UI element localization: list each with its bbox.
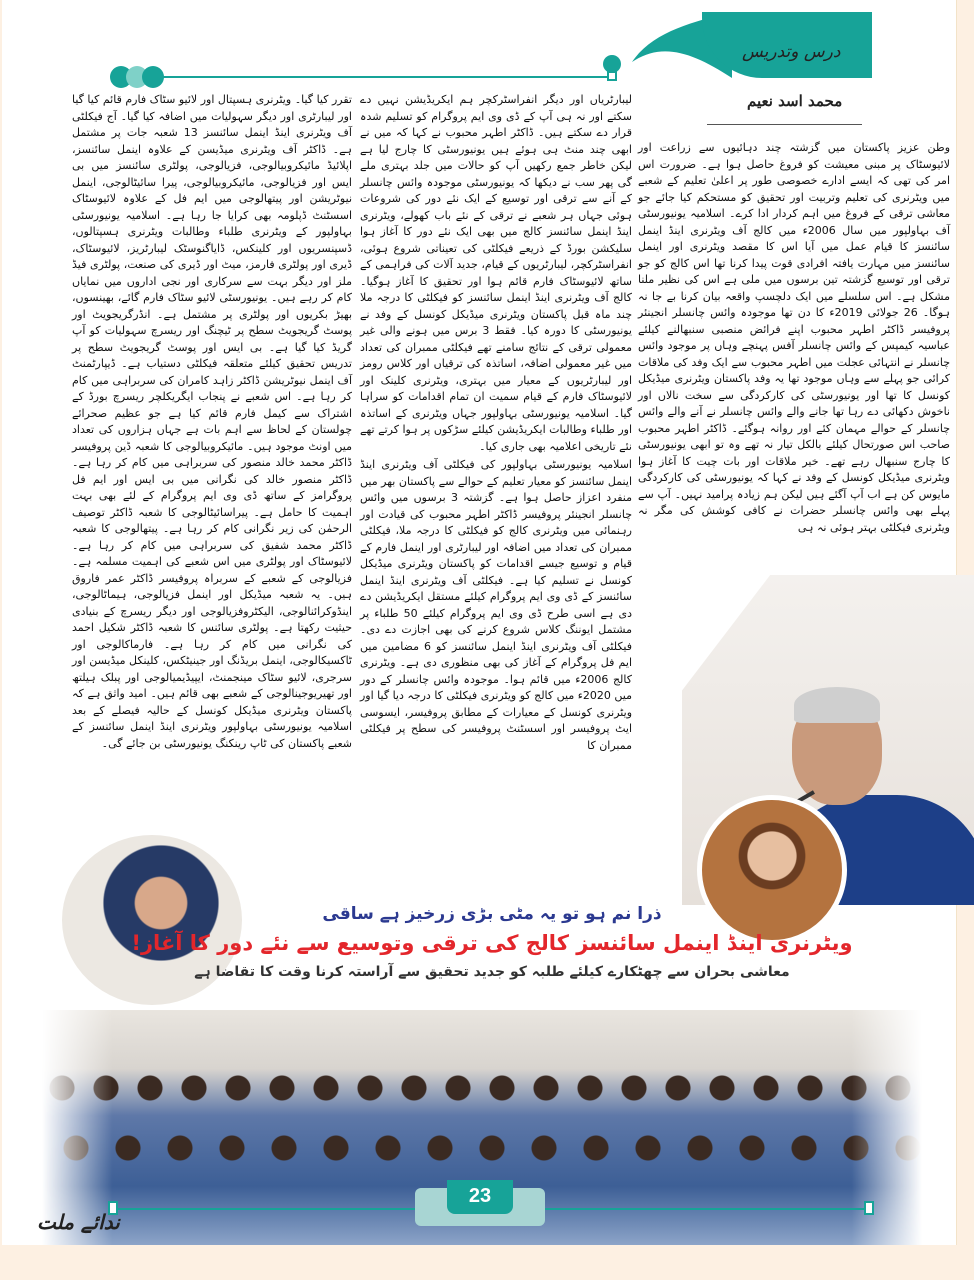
paragraph: اسلامیہ یونیورسٹی بہاولپور کی فیکلٹی آف ویٹرنری اینڈ اینمل سائنسز کو معیار تعلیم کے حوالے سے پاکستان بھر میں منفرد اعزاز حاصل ہوا ہے۔ گزشتہ 3 برسوں میں وائس چانسلر انجینئر پروفیسر ڈاکٹر اطہر محبوب کی قیادت اور رہنمائی میں ویٹرنری کالج کو فیکلٹی کا درجہ ملا، فیکلٹی ممبران کی تعداد میں اضافہ اور لیبارٹری اور اینمل فارم کے قیام و توسیع جیسے اقدامات کو پاکستان ویٹرنری میڈیکل کونسل نے تسلیم کیا ہے۔ فیکلٹی آف ویٹرنری اینڈ اینمل سائنسز کے ڈی وی ایم پروگرام کیلئے مستقل ایکریڈیشن دے دی ہے اسی طرح ڈی وی ایم پروگرام کیلئے 50 طلباء پر مشتمل ایوننگ کلاس شروع کرنے کی بھی اجازت دے دی۔ فیکلٹی آف ویٹرنری اینڈ اینمل سائنسز کو 6 مضامین میں ایم فل پروگرام کے آغاز کی بھی منظوری دی ہے۔ ویٹرنری کالج 2006ء میں قائم ہوا۔ موجودہ وائس چانسلر کے دور میں 2020ء میں کالج کو ویٹرنری فیکلٹی کا درجہ دیا گیا اور ویٹرنری کونسل کے معیارات کے مطابق پروفیسر، ایسوسی ایٹ پروفیسر اور اسسٹنٹ پروفیسر کی سطح پر فیکلٹی ممبران کا (359, 458, 632, 752)
paragraph: لیبارٹریاں اور دیگر انفراسٹرکچر ہم ایکریڈیشن نہیں دے سکتے اور نہ ہی آپ کے ڈی وی ایم پروگرام کو تسلیم شدہ قرار دے سکتے ہیں۔ ڈاکٹر اطہر محبوب نے کہا کہ میں نے ابھی چند منٹ ہی ہوئے ہیں یونیورسٹی کا چارج لیا ہے لیکن خاطر جمع رکھیں آپ کو حالات میں جلد بہتری ملے گی پھر سب نے دیکھا کہ یونیورسٹی موجودہ وائس چانسلر کے آنے سے ترقی اور توسیع کے ایک نئے دور کی شروعات ہوئی جہاں ہر شعبے نے ترقی کے نئے باب کھولے، ویٹرنری اینڈ اینمل سائنسز کالج میں بھی ایک نئے دور کا آغاز ہوا سلیکشن بورڈ کے ذریعے فیکلٹی کی تعیناتی شروع ہوئی، انفراسٹرکچر، لیبارٹریوں کے قیام، جدید آلات کی فراہمی کے ساتھ لائیوسٹاک فارم قائم ہوا اور تحقیق کا آغاز ہوگیا۔ کالج آف ویٹرنری اینڈ اینمل سائنسز کو فیکلٹی کا درجہ ملا چند ماہ قبل پاکستان ویٹرنری میڈیکل کونسل کے وفد نے یونیورسٹی کا دورہ کیا۔ فقط 3 برس میں ہونے والی غیر معمولی ترقی کے نتائج سامنے تھے فیکلٹی ممبران کی تعداد میں غیر معمولی اضافہ، اساتذہ کی ترقیاں اور کلاس رومز اور لیبارٹریوں کے معیار میں بہتری، ویٹرنری کلینک اور لائیوسٹاک فارم کے قیام سمیت ان تمام اقدامات کو سراہا گیا۔ اسلامیہ یونیورسٹی بہاولپور جہاں ویٹرنری کے اساتذہ اور طلباء وطالبات ایکریڈیشن کیلئے سڑکوں پر ہوا کرتے تھے نئے تاریخی اعلامیہ بھی جاری کیا۔ (360, 93, 632, 453)
section-title: درس وتدریس (742, 42, 841, 62)
decorative-dot (142, 66, 164, 88)
title-block (92, 902, 892, 982)
magazine-name: ندائے ملت (37, 1210, 120, 1234)
article-column-left (72, 92, 352, 754)
paragraph: وطن عزیز پاکستان میں گزشتہ چند دہائیوں سے زراعت اور لائیوسٹاک پر مبنی معیشت کو فروغ حاصل ہوا ہے۔ ضرورت اس امر کی تھی کہ ایسے ادارے خصوصی طور پر اعلیٰ تعلیم کے شعبے میں ویٹرنری کی تعلیم وتربیت اور تحقیق کو مستحکم کیا جائے جو معاشی ترقی کے فروغ میں اہم کردار ادا کرے۔ اسلامیہ یونیورسٹی آف بہاولپور میں سال 2006ء میں کالج آف ویٹرنری اینڈ اینمل سائنسز کا قیام عمل میں آیا اس کا مقصد ویٹرنری اور اینمل سائنسز میں مہارت یافتہ افرادی قوت پیدا کرنا تھا اس کالج کو جو ترقی اور توسیع گزشتہ تین برسوں میں ملی ہے اس کی نظیر ملنا مشکل ہے۔ اس سلسلے میں ایک دلچسپ واقعہ بیان کرنا بے جا نہ ہوگا۔ 26 جولائی 2019ء کا دن تھا موجودہ وائس چانسلر انجینئر پروفیسر ڈاکٹر اطہر محبوب اپنے فرائض منصبی سنبھالنے کیلئے عباسیہ کیمپس کے وائس چانسلر آفس پہنچے وہاں پر موجود وائس چانسلر نے انتہائی عجلت میں اطہر محبوب سے ایک وفد کی ملاقات کرائی جو پہلے سے وہاں موجود تھا یہ وفد پاکستان ویٹرنری میڈیکل کونسل کا تھا اور یونیورسٹی کی کارکردگی سے سخت نالاں اور ناخوش دکھائی دے رہا تھا جانے والے وائس چانسلر نے آنے والے وائس چانسلر کے حوالے مہمان کئے اور روانہ ہوگئے۔ ڈاکٹر اطہر محبوب صاحب اس صورتحال کیلئے بالکل تیار نہ تھے وہ تو ابھی یونیورسٹی کا چارج سنبھال رہے تھے۔ خیر ملاقات اور بات چیت کا آغاز ہوا ویٹرنری میڈیکل کونسل کے وفد نے کہا کہ یونیورسٹی کی کارکردگی مایوس کن ہے اب آپ آگئے ہیں لیکن ہم زیادہ پرامید نہیں۔ آپ سے پہلے بھی وائس چانسلر حضرات نے کافی کوشش کی مگر نہ ویٹرنری فیکلٹی بہتر ہوئی نہ ہی (638, 141, 951, 534)
author-name: محمد اسد نعیم (747, 92, 843, 110)
paragraph: تقرر کیا گیا۔ ویٹرنری ہسپتال اور لائیو سٹاک فارم قائم کیا گیا اور لیبارٹری اور دیگر سہولیات میں اضافہ کیا گیا۔ آج فیکلٹی آف ویٹرنری اینڈ اینمل سائنسز 13 شعبہ جات پر مشتمل ہے۔ ڈاکٹر آف ویٹرنری میڈیسن کے علاوہ اینمل سائنسز، اپلائیڈ مائیکروبیالوجی، فزیالوجی، پولٹری سائنسز میں بی ایس اور فزیالوجی، مائیکروبیالوجی، پیرا سائیٹالوجی، اینمل نیوٹریشن اور پیتھالوجی میں ایم فل کے علاوہ لائیوسٹاک اسسٹنٹ ڈپلومہ بھی کرایا جا رہا ہے۔ اسلامیہ یونیورسٹی بہاولپور کے ویٹرنری طلباء وطالبات ویٹرنری ہسپتالوں، ڈسپنسریوں اور کلینکس، ڈایاگنوسٹک لیبارٹریز، لائیوسٹاک، ڈیری اور پولٹری فارمز، میٹ اور ڈیری کی صنعت، پولٹری فیڈ ملز اور دیگر بہت سے سرکاری اور نجی اداروں میں نمایاں کام کر رہے ہیں۔ یونیورسٹی لائیو سٹاک فارم گائے، بھینسوں، بھیڑ بکریوں اور پولٹری پر مشتمل ہے۔ انڈرگریجویٹ اور پوسٹ گریجویٹ سطح پر ٹیچنگ اور ریسرچ سہولیات کو آپ گریڈ کیا گیا ہے۔ بی ایس اور پوسٹ گریجویٹ سطح پر تدریس تحقیق کیلئے متعلقہ فیکلٹی دستیاب ہے۔ ڈیپارٹمنٹ آف اینمل نیوٹریشن ڈاکٹر زاہد کامران کی سربراہی میں کام کر رہا ہے۔ اس شعبے نے پنجاب ایگریکلچر ریسرچ بورڈ کے اشتراک سے کیمل فارم قائم کیا ہے جو عظیم صحرائے چولستان کے لحاظ سے اہم بات ہے جہاں ہزاروں کی تعداد میں اونٹ موجود ہیں۔ مائیکروبیالوجی کا شعبہ ڈین پروفیسر ڈاکٹر محمد خالد منصور کی سربراہی میں کام کر رہا ہے۔ ڈاکٹر منصور خالد کی نگرانی میں بی ایس اور ایم فل پروگرامز کے ساتھ ڈی وی ایم پروگرام کے لئے بھی بہت اہمیت کا حامل ہے۔ پیراسائیٹالوجی کا شعبہ ڈاکٹر توصیف الرحمٰن کی زیر نگرانی کام کر رہا ہے۔ پیتھالوجی کا شعبہ ڈاکٹر محمد شفیق کی سربراہی میں کام کر رہا ہے۔ لائیوسٹاک اور پولٹری میں اس شعبے کی اہمیت مسلمہ ہے۔ فزیالوجی کے شعبے کے سربراہ پروفیسر ڈاکٹر عمر فاروق ہیں۔ یہ شعبہ میڈیکل اور اینمل فزیالوجی، ہیماٹالوجی، اینڈوکرائنالوجی، الیکٹروفزیالوجی اور دیگر ریسرچ کے بنیادی حیثیت رکھتا ہے۔ پولٹری سائنس کا شعبہ ڈاکٹر شکیل احمد کی نگرانی میں کام کر رہا ہے۔ فارماکالوجی اور ٹاکسیکالوجی، اینمل بریڈنگ اور جینیٹکس، کلینکل میڈیسن اور سرجری، لائیو سٹاک مینجمنٹ، ایپیڈیمیالوجی اور پبلک ہیلتھ اور تھیریوجینالوجی کے شعبے بھی قائم ہیں۔ امید واثق ہے کہ پاکستان ویٹرنری میڈیکل کونسل کے حالیہ فیصلے کے بعد اسلامیہ یونیورسٹی بہاولپور ویٹرنری اینڈ اینمل سائنسز کے شعبے پاکستان کی ٹاپ رینکنگ یونیورسٹی بن جائے گی۔ (72, 93, 352, 750)
subheadline: معاشی بحران سے چھٹکارے کیلئے طلبہ کو جدید تحقیق سے آراستہ کرنا وقت کا تقاضا ہے (194, 964, 790, 980)
decorative-square (864, 1201, 874, 1215)
magazine-page (2, 0, 957, 1245)
page-number: 23 (447, 1180, 513, 1214)
headline: ویٹرنری اینڈ اینمل سائنسز کالج کی ترقی وتوسیع سے نئے دور کا آغاز! (131, 931, 853, 955)
decorative-square (607, 71, 617, 81)
tagline: ذرا نم ہو تو یہ مٹی بڑی زرخیز ہے ساقی (322, 904, 662, 924)
divider (162, 76, 612, 78)
article-column-middle (360, 92, 632, 756)
article-column-right (638, 140, 950, 730)
divider (707, 124, 862, 125)
